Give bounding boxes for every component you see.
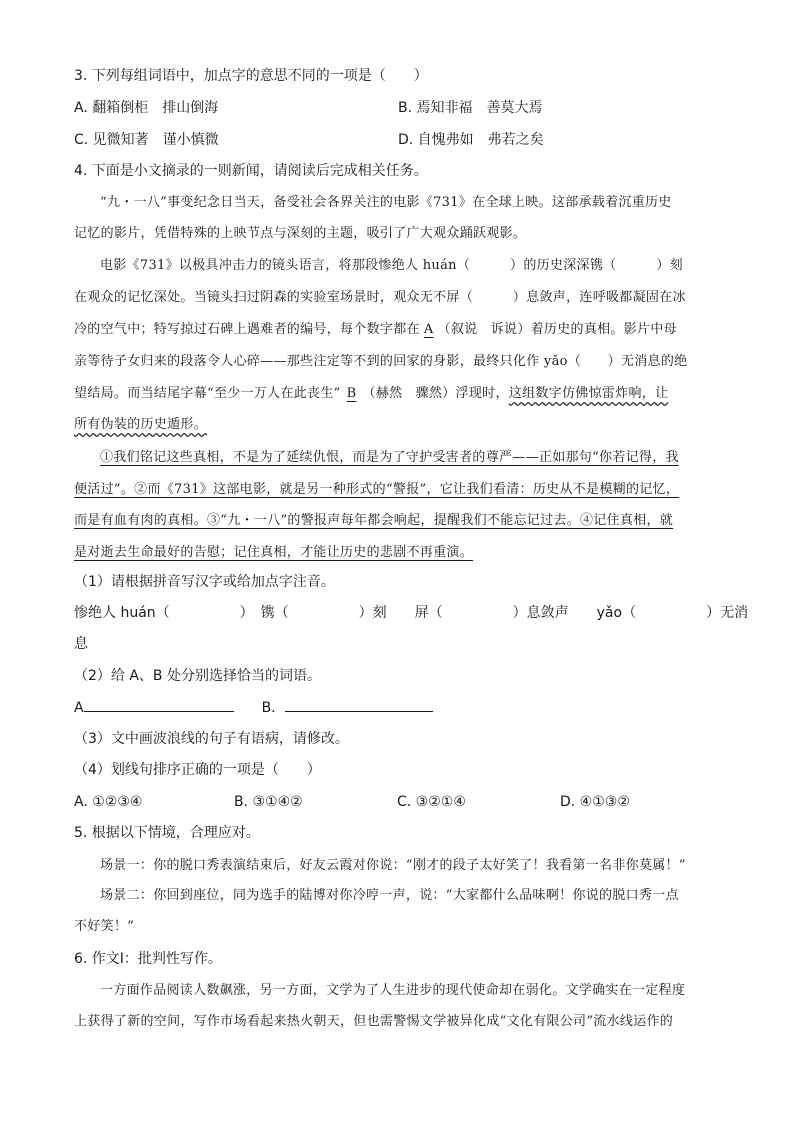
sub1-answer-line1: 惨绝人 huán（ ） 镌（ ）刻 屏（ ）息敛声 yǎo（ ）无消: [74, 605, 749, 621]
news-para2-line6: [74, 415, 207, 435]
news-para2-line2: 在观众的记忆深处。当镜头扫过阴森的实验室场景时，观众无不屏（ ）息敛声，连呼吸都凝固在冰: [74, 290, 686, 305]
sub4-option-c: C. ③②①④: [397, 794, 466, 810]
sub2-stem: （2）给 A、B 处分别选择恰当的词语。: [74, 668, 321, 684]
news-para3-line4: 是对逝去生命最好的告慰；记住真相，才能让历史的悲剧不再重演。: [74, 545, 474, 560]
news-para2-line5: [74, 384, 668, 404]
news-para2-line3-text-a: 冷的空气中；特写掠过石碑上遇难者的编号，每个数字都在: [74, 322, 420, 337]
news-para3-line3: 而是有血有肉的真相。③“九・一八”的警报声每年都会响起，提醒我们不能忘记过去。④记住真相，就: [74, 513, 674, 528]
q4-stem: 4. 下面是小文摘录的一则新闻，请阅读后完成相关任务。: [74, 163, 428, 179]
sub2-blanks: [74, 697, 433, 718]
sub2-blank-a[interactable]: [84, 697, 234, 712]
blank-a: A: [423, 322, 434, 337]
news-para3-line2: 便活过”。②而《731》这部电影，就是另一种形式的“警报”，它让我们看清：历史从不是模糊的记忆，: [74, 482, 680, 497]
wavy-sentence-part1: 这组数字仿佛惊雷炸响，让: [508, 386, 669, 401]
news-para2-line3: [74, 320, 677, 340]
q3-option-c: C. 见微知著 谨小慎微: [74, 132, 219, 148]
sub2-label-b: B．: [261, 700, 286, 716]
sub2-label-a: A: [74, 700, 84, 716]
sub4-option-b: B. ③①④②: [234, 794, 303, 810]
q3-option-d: D. 自愧弗如 弗若之矣: [398, 132, 544, 148]
q6-para-line1: 一方面作品阅读人数飙涨，另一方面，文学为了人生进步的现代使命却在弱化。文学确实在一定程度: [100, 983, 686, 998]
sub1-stem: （1）请根据拼音写汉字或给加点字注音。: [74, 574, 335, 590]
q5-scene2-line2: 不好笑！”: [74, 919, 135, 934]
news-para1-line2: 记忆的影片，凭借特殊的上映节点与深刻的主题，吸引了广大观众踊跃观影。: [74, 226, 527, 241]
sub2-blank-b[interactable]: [285, 697, 433, 712]
news-para2-line3-text-b: （叙说 诉说）着历史的真相。影片中母: [437, 322, 677, 337]
q6-stem: 6. 作文Ⅰ：批判性写作。: [74, 951, 222, 967]
sub4-option-a: A. ①②③④: [74, 794, 143, 810]
q5-scene2-line1: 场景二：你回到座位，同为选手的陆博对你冷哼一声，说：“大家都什么品味啊！你说的脱口秀一点: [100, 888, 679, 903]
wavy-sentence-part2: 所有伪装的历史遁形。: [74, 417, 208, 432]
sub1-answer-line2: 息: [74, 636, 88, 652]
q5-stem: 5. 根据以下情境，合理应对。: [74, 825, 260, 841]
sub3-stem: （3）文中画波浪线的句子有语病，请修改。: [74, 731, 349, 747]
sub4-stem: （4）划线句排序正确的一项是（ ）: [74, 762, 321, 778]
q3-stem: 3. 下列每组词语中，加点字的意思不同的一项是（ ）: [74, 68, 428, 84]
news-para2-line1: 电影《731》以极具冲击力的镜头语言，将那段惨绝人 huán（ ）的历史深深镌（ ）刻: [100, 258, 683, 273]
news-para2-line5-text-a: 望结局。而当结尾字幕“至少一万人在此丧生”: [74, 386, 341, 401]
blank-b: B: [346, 386, 357, 401]
news-para2-line4: 亲等待子女归来的段落令人心碎——那些注定等不到的回家的身影，最终只化作 yǎo（ ）无消息的绝: [74, 354, 688, 369]
q5-scene1: 场景一：你的脱口秀表演结束后，好友云霞对你说：“刚才的段子太好笑了！我看第一名非你莫属！”: [100, 858, 686, 873]
news-para1-line1: “九・一八”事变纪念日当天，备受社会各界关注的电影《731》在全球上映。这部承载着沉重历史: [100, 195, 672, 210]
news-para3-line1: ①我们铭记这些真相，不是为了延续仇恨，而是为了守护受害者的尊严——正如那句“你若记得，我: [100, 450, 679, 465]
news-para2-line5-text-b: （赫然 骤然）浮现时，: [362, 386, 509, 401]
q6-para-line2: 上获得了新的空间，写作市场看起来热火朝天，但也需警惕文学被异化成“文化有限公司”流水线运作的: [74, 1014, 674, 1029]
q3-option-a: A. 翻箱倒柜 排山倒海: [74, 100, 219, 116]
q3-option-b: B. 焉知非福 善莫大焉: [398, 100, 543, 116]
sub4-option-d: D. ④①③②: [560, 794, 630, 810]
